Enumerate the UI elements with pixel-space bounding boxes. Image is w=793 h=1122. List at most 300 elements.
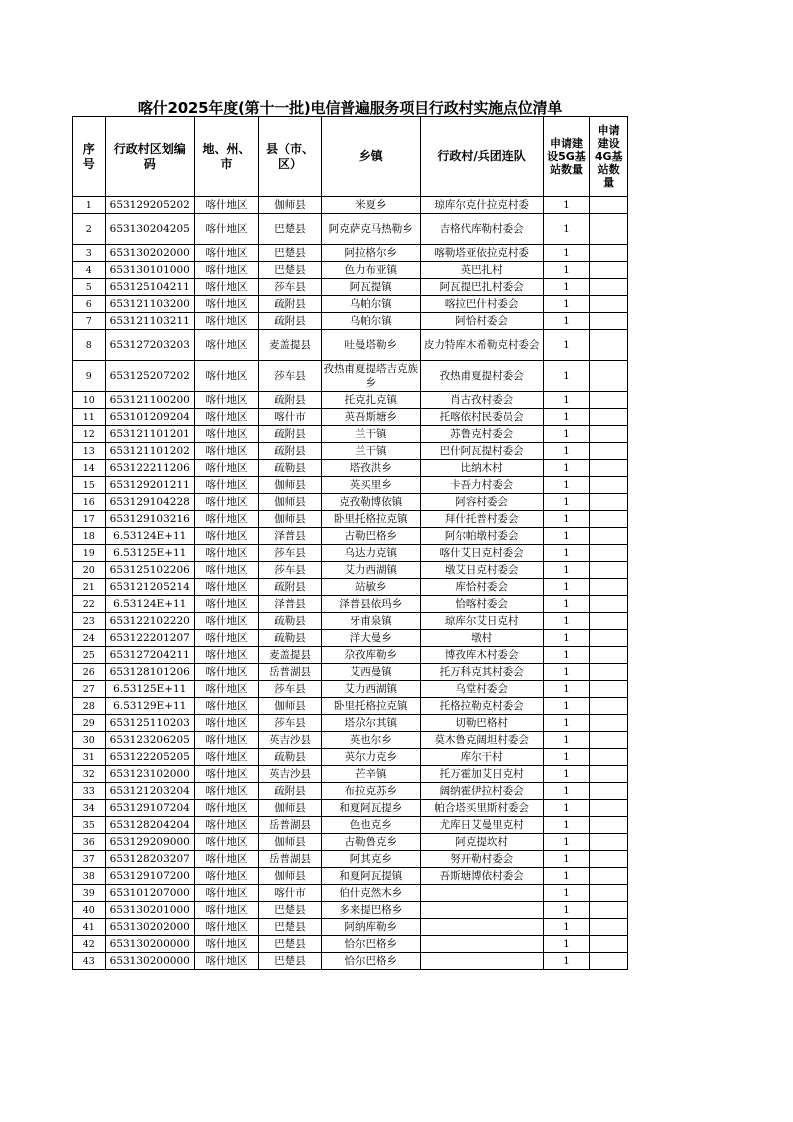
cell-code: 653130200000 [105,936,194,953]
cell-5g-count: 1 [543,562,590,579]
cell-5g-count: 1 [543,630,590,647]
cell-5g-count: 1 [543,596,590,613]
cell-region: 喀什地区 [194,902,258,919]
cell-5g-count: 1 [543,834,590,851]
cell-region: 喀什地区 [194,392,258,409]
cell-seq: 32 [73,766,106,783]
col-header-county: 县（市、区） [258,117,321,197]
table-row [73,511,628,528]
cell-4g-count [590,313,628,330]
table-row [73,562,628,579]
cell-town: 米夏乡 [322,197,421,214]
cell-4g-count [590,732,628,749]
cell-region: 喀什地区 [194,296,258,313]
cell-5g-count: 1 [543,715,590,732]
cell-4g-count [590,613,628,630]
cell-5g-count: 1 [543,197,590,214]
cell-4g-count [590,392,628,409]
cell-county: 伽师县 [258,834,321,851]
cell-village: 皮力特库木希勒克村委会 [420,330,543,361]
cell-county: 巴楚县 [258,214,321,245]
cell-seq: 12 [73,426,106,443]
cell-county: 喀什市 [258,409,321,426]
cell-5g-count: 1 [543,953,590,970]
cell-code: 653101207000 [105,885,194,902]
cell-county: 疏附县 [258,392,321,409]
cell-village: 阿克提坎村 [420,834,543,851]
cell-seq: 14 [73,460,106,477]
cell-town: 恰尔巴格乡 [322,936,421,953]
cell-seq: 23 [73,613,106,630]
cell-4g-count [590,296,628,313]
cell-4g-count [590,330,628,361]
cell-region: 喀什地区 [194,528,258,545]
cell-code: 653125207202 [105,361,194,392]
cell-code: 653129107200 [105,868,194,885]
cell-town: 阿瓦提镇 [322,279,421,296]
cell-seq: 33 [73,783,106,800]
cell-seq: 11 [73,409,106,426]
cell-seq: 41 [73,919,106,936]
cell-code: 653125102206 [105,562,194,579]
cell-region: 喀什地区 [194,409,258,426]
cell-seq: 15 [73,477,106,494]
cell-4g-count [590,596,628,613]
cell-village: 阿容村委会 [420,494,543,511]
cell-seq: 21 [73,579,106,596]
table-row [73,732,628,749]
cell-region: 喀什地区 [194,330,258,361]
cell-county: 莎车县 [258,562,321,579]
cell-region: 喀什地区 [194,426,258,443]
cell-village: 托万科克其村委会 [420,664,543,681]
cell-code: 653123102000 [105,766,194,783]
cell-code: 653130101000 [105,262,194,279]
cell-county: 巴楚县 [258,919,321,936]
cell-code: 6.53129E+11 [105,698,194,715]
cell-region: 喀什地区 [194,885,258,902]
cell-town: 卧里托格拉克镇 [322,698,421,715]
cell-5g-count: 1 [543,443,590,460]
cell-5g-count: 1 [543,262,590,279]
cell-region: 喀什地区 [194,279,258,296]
table-row [73,197,628,214]
cell-county: 伽师县 [258,511,321,528]
cell-5g-count: 1 [543,330,590,361]
cell-region: 喀什地区 [194,245,258,262]
cell-code: 653121203204 [105,783,194,800]
cell-town: 尕孜库勒乡 [322,647,421,664]
table-row [73,936,628,953]
cell-village: 孜热甫夏提村委会 [420,361,543,392]
cell-code: 653122102220 [105,613,194,630]
cell-village: 努开勒村委会 [420,851,543,868]
cell-5g-count: 1 [543,392,590,409]
cell-5g-count: 1 [543,409,590,426]
cell-region: 喀什地区 [194,936,258,953]
table-row [73,766,628,783]
cell-region: 喀什地区 [194,613,258,630]
cell-5g-count: 1 [543,296,590,313]
cell-code: 6.53124E+11 [105,596,194,613]
cell-seq: 43 [73,953,106,970]
cell-town: 阿其克乡 [322,851,421,868]
cell-town: 站敏乡 [322,579,421,596]
cell-code: 653128204204 [105,817,194,834]
cell-county: 麦盖提县 [258,330,321,361]
cell-county: 巴楚县 [258,262,321,279]
cell-4g-count [590,783,628,800]
cell-4g-count [590,919,628,936]
cell-town: 伯什克然木乡 [322,885,421,902]
cell-seq: 35 [73,817,106,834]
cell-village: 苏鲁克村委会 [420,426,543,443]
cell-town: 塔孜洪乡 [322,460,421,477]
cell-region: 喀什地区 [194,511,258,528]
table-row [73,834,628,851]
cell-seq: 39 [73,885,106,902]
cell-town: 塔尕尔其镇 [322,715,421,732]
cell-code: 653122205205 [105,749,194,766]
cell-4g-count [590,647,628,664]
cell-4g-count [590,443,628,460]
cell-code: 653129104228 [105,494,194,511]
cell-5g-count: 1 [543,851,590,868]
table-row [73,262,628,279]
cell-town: 乌帕尔镇 [322,296,421,313]
cell-code: 653125104211 [105,279,194,296]
cell-village: 肖古孜村委会 [420,392,543,409]
cell-village: 莫木鲁克阔坦村委会 [420,732,543,749]
cell-4g-count [590,902,628,919]
table-row [73,919,628,936]
cell-5g-count: 1 [543,783,590,800]
cell-town: 孜热甫夏提塔吉克族乡 [322,361,421,392]
cell-4g-count [590,562,628,579]
cell-5g-count: 1 [543,313,590,330]
col-header-seq: 序号 [73,117,106,197]
cell-code: 653121101201 [105,426,194,443]
cell-4g-count [590,409,628,426]
cell-county: 巴楚县 [258,936,321,953]
cell-village: 乌堂村委会 [420,681,543,698]
cell-code: 653129201211 [105,477,194,494]
cell-town: 色力布亚镇 [322,262,421,279]
cell-code: 653121103200 [105,296,194,313]
cell-code: 653127204211 [105,647,194,664]
cell-region: 喀什地区 [194,800,258,817]
cell-region: 喀什地区 [194,681,258,698]
page-title: 喀什2025年度(第十一批)电信普遍服务项目行政村实施点位清单 [137,99,563,117]
cell-village: 墩村 [420,630,543,647]
cell-code: 653129209000 [105,834,194,851]
table-row [73,630,628,647]
cell-village: 托万霍加艾日克村 [420,766,543,783]
cell-county: 疏勒县 [258,749,321,766]
cell-seq: 4 [73,262,106,279]
cell-county: 伽师县 [258,868,321,885]
table-row [73,613,628,630]
cell-county: 疏勒县 [258,630,321,647]
cell-code: 653130201000 [105,902,194,919]
cell-4g-count [590,279,628,296]
table-row [73,698,628,715]
cell-seq: 36 [73,834,106,851]
cell-code: 653129103216 [105,511,194,528]
table-row [73,868,628,885]
cell-5g-count: 1 [543,477,590,494]
cell-code: 653121103211 [105,313,194,330]
cell-village: 帕合塔买里斯村委会 [420,800,543,817]
cell-seq: 25 [73,647,106,664]
table-row [73,664,628,681]
cell-4g-count [590,936,628,953]
cell-region: 喀什地区 [194,834,258,851]
cell-village: 比纳木村 [420,460,543,477]
cell-5g-count: 1 [543,749,590,766]
cell-county: 泽普县 [258,596,321,613]
cell-5g-count: 1 [543,613,590,630]
cell-4g-count [590,885,628,902]
cell-region: 喀什地区 [194,630,258,647]
cell-town: 阿克萨克马热勒乡 [322,214,421,245]
cell-code: 6.53124E+11 [105,528,194,545]
cell-town: 牙甫泉镇 [322,613,421,630]
cell-4g-count [590,698,628,715]
cell-seq: 31 [73,749,106,766]
cell-county: 伽师县 [258,800,321,817]
cell-5g-count: 1 [543,214,590,245]
cell-village: 博孜库木村委会 [420,647,543,664]
cell-town: 恰尔巴格乡 [322,953,421,970]
cell-county: 疏勒县 [258,613,321,630]
cell-region: 喀什地区 [194,494,258,511]
cell-seq: 8 [73,330,106,361]
cell-town: 克孜勒博依镇 [322,494,421,511]
cell-5g-count: 1 [543,800,590,817]
cell-county: 伽师县 [258,197,321,214]
table-row [73,749,628,766]
cell-4g-count [590,630,628,647]
cell-code: 653129107204 [105,800,194,817]
cell-code: 653101209204 [105,409,194,426]
cell-county: 莎车县 [258,279,321,296]
cell-region: 喀什地区 [194,749,258,766]
cell-4g-count [590,834,628,851]
table-row [73,392,628,409]
table-row [73,528,628,545]
cell-5g-count: 1 [543,919,590,936]
cell-4g-count [590,262,628,279]
cell-village: 阿恰村委会 [420,313,543,330]
table-row [73,443,628,460]
cell-code: 653125110203 [105,715,194,732]
cell-region: 喀什地区 [194,919,258,936]
cell-code: 653121101202 [105,443,194,460]
cell-code: 6.53125E+11 [105,545,194,562]
cell-seq: 13 [73,443,106,460]
cell-4g-count [590,579,628,596]
table-row [73,279,628,296]
cell-town: 布拉克苏乡 [322,783,421,800]
cell-code: 653130202000 [105,245,194,262]
col-header-4g: 申请建设4G基站数量 [590,117,628,197]
cell-region: 喀什地区 [194,361,258,392]
cell-region: 喀什地区 [194,262,258,279]
cell-town: 洋大曼乡 [322,630,421,647]
cell-county: 巴楚县 [258,245,321,262]
cell-village: 库尔干村 [420,749,543,766]
cell-county: 莎车县 [258,361,321,392]
cell-code: 653130202000 [105,919,194,936]
cell-county: 莎车县 [258,715,321,732]
table-row [73,596,628,613]
cell-region: 喀什地区 [194,851,258,868]
cell-region: 喀什地区 [194,868,258,885]
cell-code: 653130200000 [105,953,194,970]
cell-village [420,885,543,902]
cell-code: 653122201207 [105,630,194,647]
cell-4g-count [590,851,628,868]
cell-region: 喀什地区 [194,596,258,613]
cell-code: 653130204205 [105,214,194,245]
cell-seq: 40 [73,902,106,919]
cell-5g-count: 1 [543,732,590,749]
cell-4g-count [590,477,628,494]
table-row [73,800,628,817]
cell-5g-count: 1 [543,868,590,885]
table-row [73,426,628,443]
cell-county: 疏附县 [258,313,321,330]
table-row [73,817,628,834]
cell-seq: 26 [73,664,106,681]
table-row [73,460,628,477]
cell-town: 和夏阿瓦提镇 [322,868,421,885]
cell-village: 阔纳霍伊拉村委会 [420,783,543,800]
cell-county: 疏附县 [258,296,321,313]
cell-region: 喀什地区 [194,766,258,783]
cell-seq: 42 [73,936,106,953]
cell-seq: 9 [73,361,106,392]
cell-town: 吐曼塔勒乡 [322,330,421,361]
cell-county: 麦盖提县 [258,647,321,664]
cell-town: 英吾斯塘乡 [322,409,421,426]
cell-county: 疏附县 [258,443,321,460]
table-row [73,214,628,245]
cell-town: 阿拉格尔乡 [322,245,421,262]
cell-4g-count [590,766,628,783]
cell-seq: 16 [73,494,106,511]
cell-4g-count [590,494,628,511]
cell-village: 喀什艾日克村委会 [420,545,543,562]
cell-village: 喀拉巴什村委会 [420,296,543,313]
table-row [73,681,628,698]
cell-village: 托喀依村民委员会 [420,409,543,426]
cell-5g-count: 1 [543,279,590,296]
cell-code: 653121205214 [105,579,194,596]
cell-5g-count: 1 [543,528,590,545]
cell-village: 英巴扎村 [420,262,543,279]
cell-town: 泽普县依玛乡 [322,596,421,613]
cell-village: 琼库尔克什拉克村委 [420,197,543,214]
cell-town: 兰干镇 [322,443,421,460]
cell-region: 喀什地区 [194,715,258,732]
cell-town: 阿纳库勒乡 [322,919,421,936]
cell-5g-count: 1 [543,494,590,511]
table-row [73,296,628,313]
cell-code: 653122211206 [105,460,194,477]
sites-table [72,116,628,970]
cell-village: 卡吾力村委会 [420,477,543,494]
cell-village: 吾斯塘博依村委会 [420,868,543,885]
cell-town: 英买里乡 [322,477,421,494]
cell-town: 芒辛镇 [322,766,421,783]
cell-4g-count [590,511,628,528]
table-row [73,783,628,800]
cell-code: 653128203207 [105,851,194,868]
cell-town: 卧里托格拉克镇 [322,511,421,528]
cell-town: 英也尔乡 [322,732,421,749]
cell-seq: 5 [73,279,106,296]
cell-code: 653121100200 [105,392,194,409]
cell-region: 喀什地区 [194,698,258,715]
cell-village: 切勒巴格村 [420,715,543,732]
cell-village: 吉格代库勒村委会 [420,214,543,245]
cell-village: 巴什阿瓦提村委会 [420,443,543,460]
cell-4g-count [590,245,628,262]
cell-5g-count: 1 [543,579,590,596]
table-row [73,715,628,732]
cell-4g-count [590,426,628,443]
table-header-row [73,117,628,197]
cell-region: 喀什地区 [194,443,258,460]
cell-seq: 19 [73,545,106,562]
cell-seq: 30 [73,732,106,749]
cell-code: 653129205202 [105,197,194,214]
cell-4g-count [590,953,628,970]
cell-county: 巴楚县 [258,953,321,970]
cell-5g-count: 1 [543,817,590,834]
col-header-village: 行政村/兵团连队 [420,117,543,197]
table-row [73,885,628,902]
cell-4g-count [590,664,628,681]
cell-4g-count [590,715,628,732]
cell-region: 喀什地区 [194,953,258,970]
cell-seq: 24 [73,630,106,647]
cell-seq: 17 [73,511,106,528]
cell-county: 伽师县 [258,477,321,494]
cell-village: 托格拉勒克村委会 [420,698,543,715]
cell-village [420,936,543,953]
col-header-5g: 申请建设5G基站数量 [543,117,590,197]
cell-5g-count: 1 [543,460,590,477]
table-row [73,245,628,262]
cell-town: 托克扎克镇 [322,392,421,409]
cell-town: 艾力西湖镇 [322,681,421,698]
cell-4g-count [590,800,628,817]
cell-region: 喀什地区 [194,214,258,245]
cell-village: 恰喀村委会 [420,596,543,613]
table-body [73,197,628,970]
cell-region: 喀什地区 [194,817,258,834]
cell-4g-count [590,214,628,245]
cell-region: 喀什地区 [194,579,258,596]
cell-county: 疏附县 [258,783,321,800]
cell-region: 喀什地区 [194,477,258,494]
cell-county: 莎车县 [258,681,321,698]
cell-region: 喀什地区 [194,197,258,214]
col-header-code: 行政村区划编码 [105,117,194,197]
